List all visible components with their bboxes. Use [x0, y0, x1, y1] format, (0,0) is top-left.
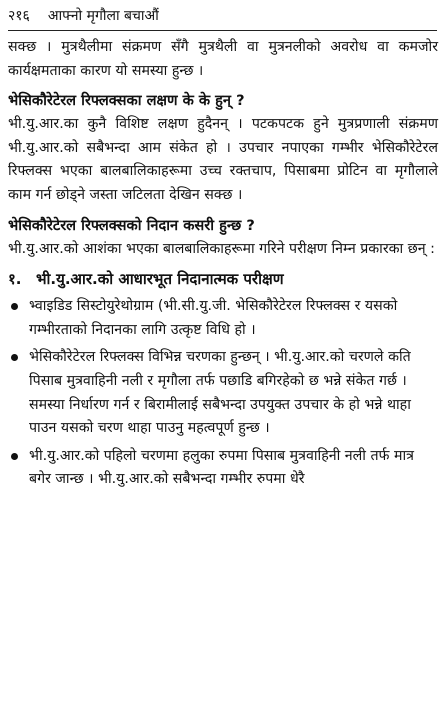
- diagnosis-paragraph: भी.यु.आर.को आशंका भएका बालबालिकाहरूमा गरिने परीक्षण निम्न प्रकारका छन् :: [8, 240, 435, 257]
- list-item: [8, 295, 438, 342]
- section-heading: [8, 267, 438, 291]
- intro-paragraph: सक्छ । मुत्रथैलीमा संक्रमण सँगै मुत्रथैली वा मुत्रनलीको अवरोध वा कमजोर कार्यक्षमताका कारण यो समस्या हुन्छ ।: [8, 39, 438, 79]
- list-item-text: भ्वाइडिड सिस्टोयुरेथोग्राम (भी.सी.यु.जी. भेसिकौरेटेरल रिफ्लक्स र यसको गम्भीरताको निदानका लागि उत्कृष्ट विधि हो ।: [29, 298, 398, 338]
- page-number: २१६: [8, 8, 30, 24]
- section-title: भी.यु.आर.को आधारभूत निदानात्मक परीक्षण: [36, 270, 284, 289]
- header-divider: [8, 30, 437, 31]
- bullet-dot-icon: [11, 303, 18, 310]
- page-content: [8, 36, 438, 492]
- running-header: [8, 4, 437, 28]
- section-number: १.: [8, 270, 22, 289]
- list-item-text: भी.यु.आर.को पहिलो चरणमा हलुका रुपमा पिसाब मुत्रवाहिनी नली तर्फ मात्र बगेर जान्छ । भी.यु.आर.को सबैभन्दा गम्भीर रुपमा धेरै: [29, 447, 415, 488]
- list-item: [8, 445, 438, 492]
- bullet-list: [8, 295, 438, 492]
- list-item: [8, 346, 438, 440]
- diagnosis-heading: भेसिकौरेटेरल रिफ्लक्सको निदान कसरी हुन्छ ?: [8, 216, 255, 234]
- bullet-dot-icon: [11, 453, 18, 460]
- symptoms-heading: भेसिकौरेटेरल रिफ्लक्सका लक्षण के के हुन् ?: [8, 92, 245, 110]
- list-item-text: भेसिकौरेटेरल रिफ्लक्स विभिन्न चरणका हुन्छन् । भी.यु.आर.को चरणले कति पिसाब मुत्रवाहिनी नली र मृगौला तर्फ पछाडि बगिरहेको छ भन्ने संकेत गर्छ । समस्या निर्धारण गर्न र बिरामीलाई सबैभन्दा उपयुक्त उपचार के हो भन्ने थाहा पाउन यसको चरण थाहा पाउनु महत्वपूर्ण हुन्छ ।: [29, 349, 411, 437]
- symptoms-paragraph: भी.यु.आर.का कुनै विशिष्ट लक्षण हुदैनन् । पटकपटक हुने मुत्रप्रणाली संक्रमण भी.यु.आर.को सबैभन्दा आम संकेत हो । उपचार नपाएका गम्भीर भेसिकौरेटेरल रिफ्लक्स भएका बालबालिकाहरूमा उच्च रक्तचाप, पिसाबमा प्रोटिन वा मृगौलाले काम गर्न छोड्ने जस्ता जटिलता देखिन सक्छ ।: [8, 116, 438, 203]
- bullet-dot-icon: [11, 354, 18, 361]
- book-title: आफ्नो मृगौला बचाऔं: [47, 8, 159, 24]
